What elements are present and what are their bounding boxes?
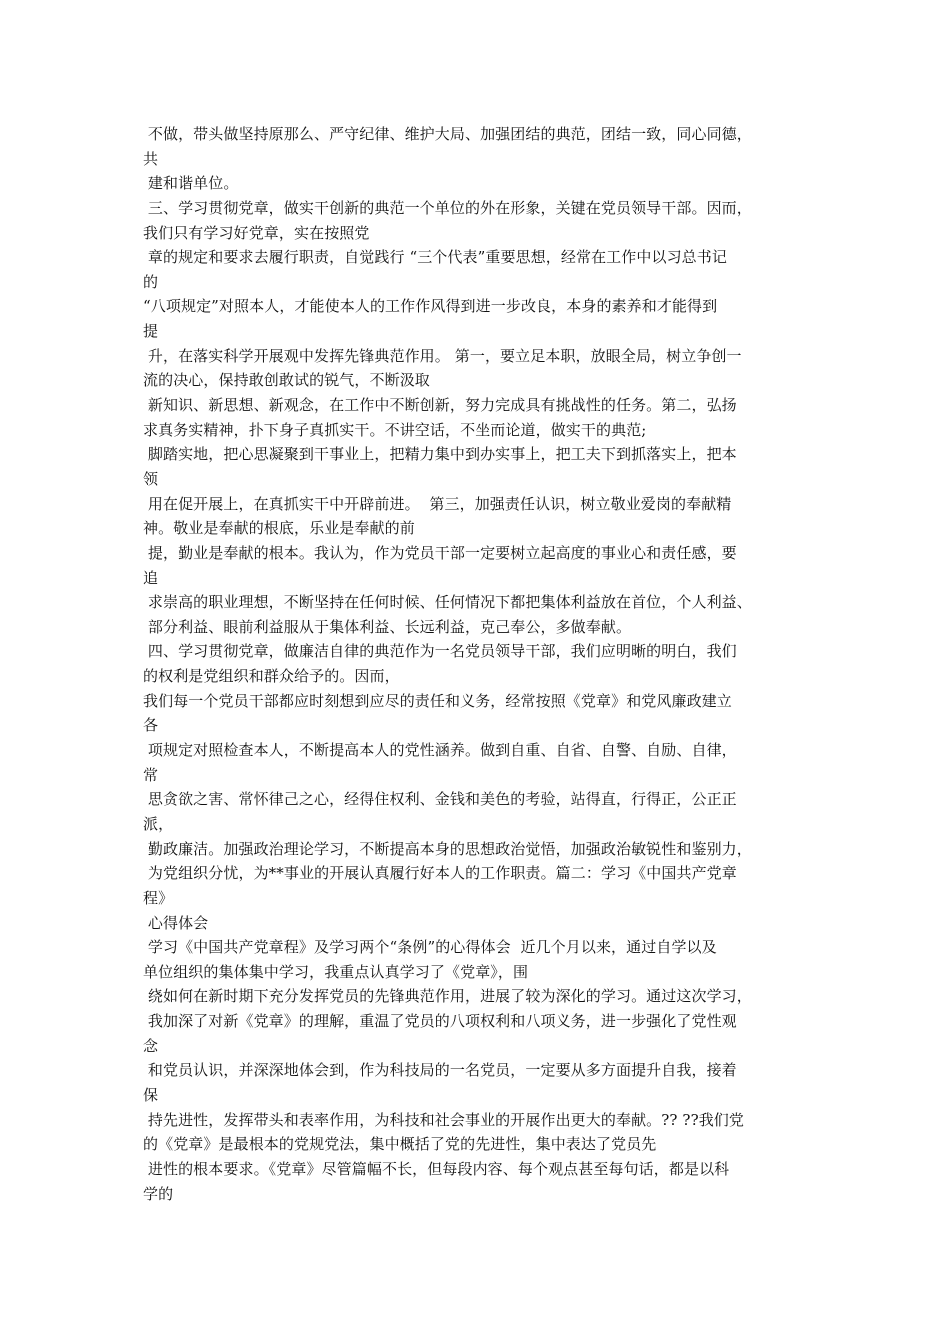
- text-line: 我们每一个党员干部都应时刻想到应尽的责任和义务，经常按照《党章》和党风廉政建立: [143, 691, 732, 710]
- text-line: 程》: [143, 888, 174, 907]
- text-line: 进性的根本要求。《党章》尽管篇幅不长，但每段内容、每个观点甚至每句话，都是以科: [143, 1159, 730, 1178]
- text-line: 常: [143, 765, 159, 784]
- text-line: 学的: [143, 1184, 174, 1203]
- text-line: 念: [143, 1036, 159, 1055]
- text-line: 保: [143, 1085, 159, 1104]
- text-line: 的权利是党组织和群众给予的。因而，: [143, 667, 400, 686]
- text-line: 部分利益、眼前利益服从于集体利益、长远利益，克己奉公，多做奉献。: [143, 617, 632, 636]
- text-line: 共: [143, 149, 159, 168]
- text-line: 我们只有学习好党章，实在按照党: [143, 223, 370, 242]
- text-line: 绕如何在新时期下充分发挥党员的先锋典范作用，进展了较为深化的学习。通过这次学习，: [143, 987, 752, 1006]
- text-line: 派，: [143, 814, 174, 833]
- text-line: 求真务实精神，扑下身子真抓实干。不讲空话，不坐而论道，做实干的典范;: [143, 420, 647, 439]
- text-line: 领: [143, 469, 159, 488]
- text-line: 持先进性，发挥带头和表率作用，为科技和社会事业的开展作出更大的奉献。?? ??我们党: [143, 1110, 745, 1129]
- text-line: 求崇高的职业理想，不断坚持在任何时候、任何情况下都把集体利益放在首位，个人利益、: [143, 593, 752, 612]
- text-line: 升，在落实科学开展观中发挥先锋典范作用。 第一，要立足本职，放眼全局，树立争创一: [143, 346, 742, 365]
- text-line: 不做，带头做坚持原那么、严守纪律、维护大局、加强团结的典范，团结一致，同心同德，: [143, 125, 752, 143]
- text-line: 为党组织分忧，为**事业的开展认真履行好本人的工作职责。篇二：学习《中国共产党章: [143, 864, 737, 883]
- text-line: 勤政廉洁。加强政治理论学习，不断提高本身的思想政治觉悟，加强政治敏锐性和鉴别力，: [143, 839, 752, 858]
- text-line: 流的决心，保持敢创敢试的锐气，不断汲取: [143, 371, 430, 390]
- text-line: 新知识、新思想、新观念，在工作中不断创新，努力完成具有挑战性的任务。第二，弘扬: [143, 396, 737, 415]
- text-line: 各: [143, 716, 159, 735]
- text-line: 用在促开展上，在真抓实干中开辟前进。 第三，加强责任认识，树立敬业爱岗的奉献精: [143, 494, 732, 513]
- text-line: 建和谐单位。: [143, 174, 239, 193]
- text-line: 项规定对照检查本人，不断提高本人的党性涵养。做到自重、自省、自警、自励、自律，: [143, 741, 737, 760]
- text-line: 心得体会: [143, 913, 209, 932]
- text-line: 和党员认识，并深深地体会到，作为科技局的一名党员，一定要从多方面提升自我，接着: [143, 1061, 737, 1080]
- text-line: 四、学习贯彻党章，做廉洁自律的典范作为一名党员领导干部，我们应明晰的明白，我们: [143, 642, 737, 661]
- text-line: 脚踏实地，把心思凝聚到干事业上，把精力集中到办实事上，把工夫下到抓落实上，把本: [143, 445, 737, 464]
- document-body: [143, 122, 813, 1206]
- text-line: 思贪欲之害、常怀律己之心，经得住权利、金钱和美色的考验，站得直，行得正，公正正: [143, 790, 737, 809]
- text-line: 提: [143, 322, 159, 341]
- text-line: 学习《中国共产党章程》及学习两个“条例”的心得体会 近几个月以来，通过自学以及: [143, 938, 717, 957]
- text-line: 章的规定和要求去履行职责，自觉践行 “三个代表”重要思想，经常在工作中以习总书记: [143, 248, 727, 267]
- text-line: 单位组织的集体集中学习，我重点认真学习了《党章》，围: [143, 962, 529, 981]
- text-line: 追: [143, 568, 159, 587]
- text-line: 提，勤业是奉献的根本。我认为，作为党员干部一定要树立起高度的事业心和责任感，要: [143, 543, 737, 562]
- text-line: 的: [143, 272, 159, 291]
- text-line: 的《党章》是最根本的党规党法，集中概括了党的先进性，集中表达了党员先: [143, 1135, 657, 1154]
- text-line: 神。敬业是奉献的根底，乐业是奉献的前: [143, 519, 415, 538]
- text-line: 我加深了对新《党章》的理解，重温了党员的八项权利和八项义务，进一步强化了党性观: [143, 1012, 737, 1031]
- text-line: “八项规定”对照本人，才能使本人的工作作风得到进一步改良，本身的素养和才能得到: [143, 297, 718, 316]
- text-line: 三、学习贯彻党章，做实干创新的典范一个单位的外在形象，关键在党员领导干部。因而，: [143, 198, 752, 217]
